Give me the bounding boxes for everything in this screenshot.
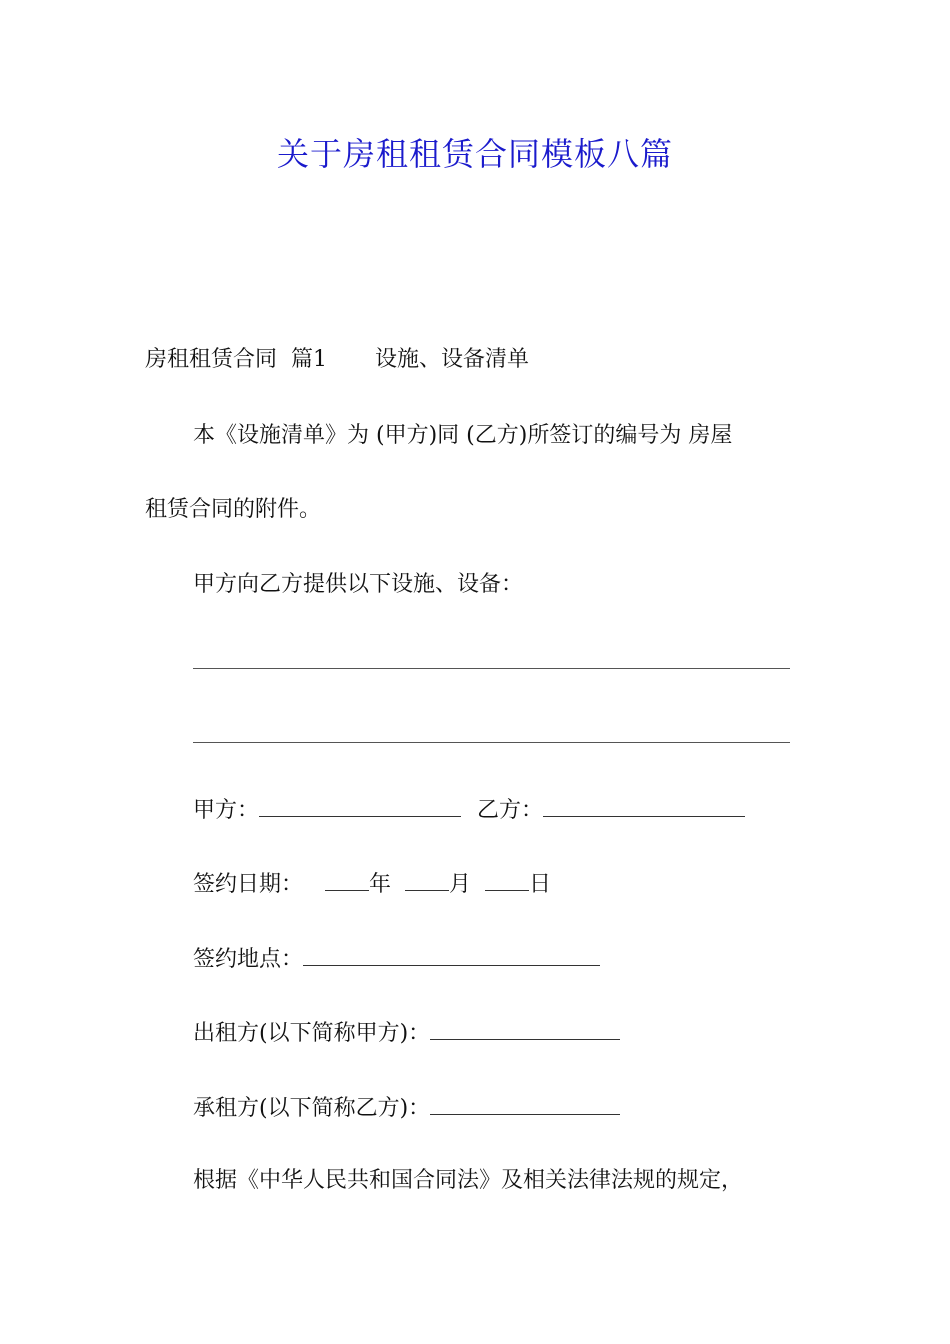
lessor-blank (430, 1017, 620, 1040)
heading-subtitle: 设施、设备清单 (375, 347, 530, 372)
law-paragraph: 根据《中华人民共和国合同法》及相关法律法规的规定， (193, 1168, 744, 1193)
party-a-blank (259, 794, 461, 817)
year-blank (325, 868, 369, 891)
sign-place-blank (303, 943, 600, 966)
sign-date-line (193, 868, 551, 900)
month-blank (405, 868, 449, 891)
paragraph-1-line-2: 租赁合同的附件。 (145, 497, 322, 522)
fill-in-line-1 (193, 668, 790, 669)
day-blank (485, 868, 529, 891)
sign-place-label: 签约地点： (193, 947, 304, 972)
lessor-label: 出租方(以下简称甲方)： (193, 1021, 431, 1046)
sign-date-label: 签约日期： (193, 872, 304, 897)
section-heading (145, 345, 529, 375)
lessee-label: 承租方(以下简称乙方)： (193, 1096, 431, 1121)
heading-text: 房租租赁合同 (145, 347, 278, 372)
party-a-label: 甲方： (193, 798, 260, 823)
year-label: 年 (369, 872, 392, 897)
paragraph-1-line-1: 本《设施清单》为 (甲方)同 (乙方)所签订的编号为 房屋 (193, 423, 733, 448)
paragraph-2: 甲方向乙方提供以下设施、设备： (193, 572, 524, 597)
fill-in-line-2 (193, 742, 790, 743)
lessee-blank (430, 1092, 620, 1115)
month-label: 月 (449, 872, 472, 897)
day-label: 日 (529, 872, 552, 897)
heading-piece: 篇1 (291, 347, 328, 372)
party-signature-line (193, 794, 745, 826)
sign-place-line (193, 943, 600, 975)
document-title: 关于房租租赁合同模板八篇 (276, 135, 673, 173)
lessee-line (193, 1092, 620, 1124)
party-b-blank (543, 794, 745, 817)
lessor-line (193, 1017, 620, 1049)
party-b-label: 乙方： (477, 798, 544, 823)
